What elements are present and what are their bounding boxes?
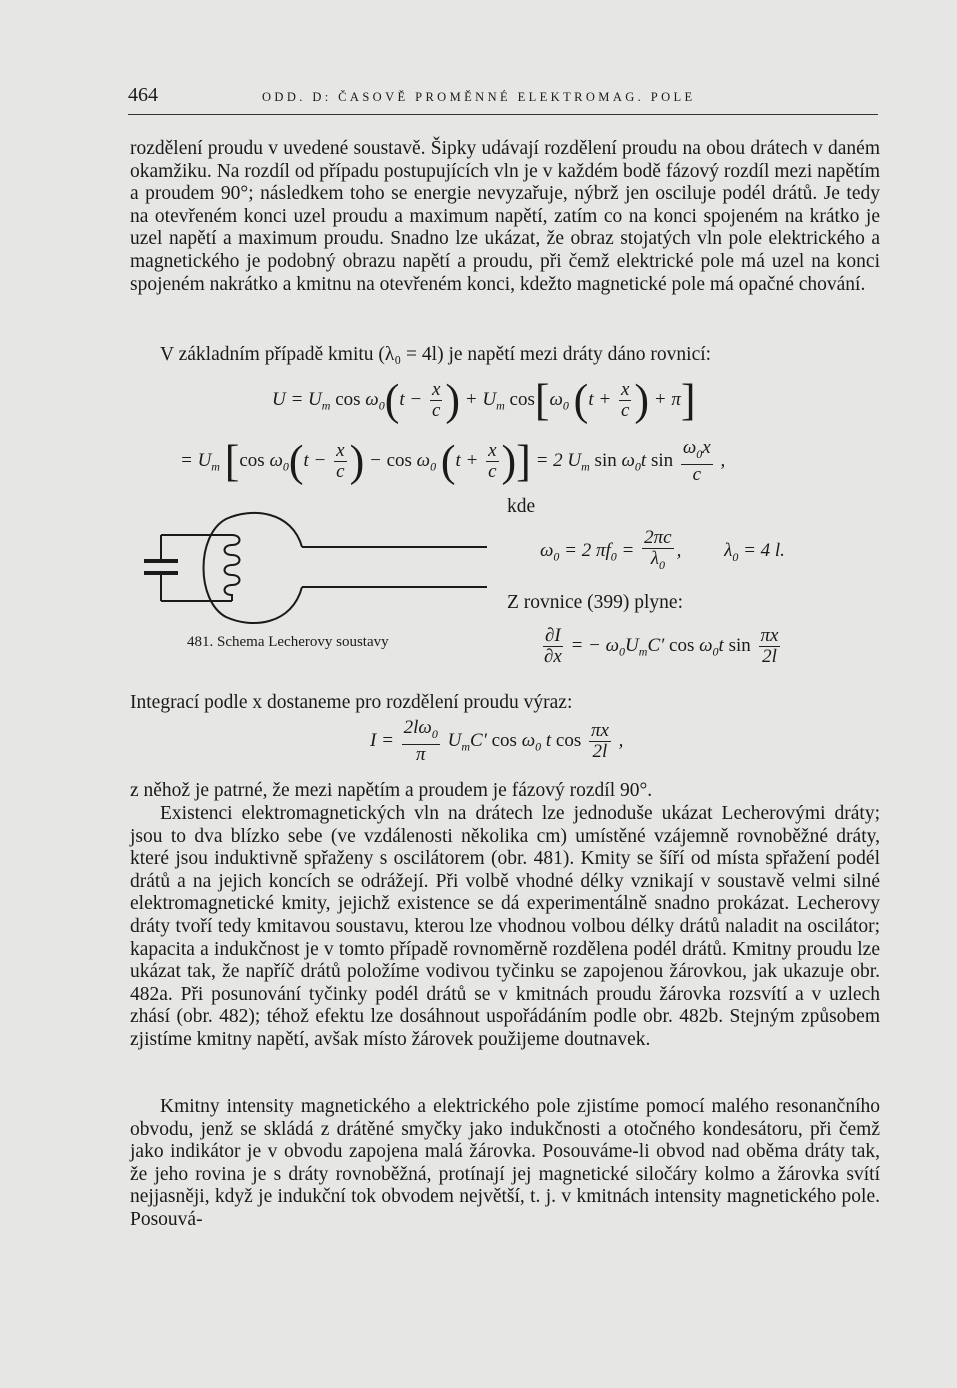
lecher-system-figure: [142, 505, 492, 635]
paragraph-6: Kmitny intensity magnetického a elektrického pole zjistíme pomocí malého resonančního obvodu, jenž se skládá z drátěné smyčky jako indukčnosti a otočného kondesátoru, při čemž jako indikátor je v obvodu zapojena malá žárovka. Posouváme-li obvod nad oběma dráty tak, že jeho rovina je s dráty rovnoběžná, protínají jej magnetické siločáry kolmo a žárovka svítí nejjasněji, když je indukční tok obvodem největší, t. j. v kmitnách intensity magnetického pole. Posouvá-: [130, 1096, 880, 1230]
page-number: 464: [128, 84, 158, 106]
equation-derivative: $\frac{\partial I}{\partial x}$ = − $\omega_0U_mC'$ $\cos \omega_0t$ sin $\frac{\pi x}{2l}$: [543, 625, 779, 667]
z-rovnice-label: Z rovnice (399) plyne:: [507, 592, 683, 613]
page-header: [128, 84, 878, 115]
equation-voltage-expanded: = $U_m$ [cos $\omega_0(t$ − $\frac{x}{c}$ ) − $\cos \omega_0$ (t + $\frac{x}{c}$ )] = 2 $U_m$ $\sin \omega_0t$ sin $\frac{\omega_0x}{c}$ ,: [180, 436, 726, 486]
figure-caption: 481. Schema Lecherovy soustavy: [187, 634, 389, 650]
equation-voltage: $U = U_m$ $\cos \omega_0(t$ − $\frac{x}{c}$ ) + $U_m$ $\cos[\omega_0$ (t + $\frac{x}{c}$ ) + π]: [272, 375, 696, 425]
paragraph-5: Existenci elektromagnetických vln na drátech lze jednoduše ukázat Lecherovými dráty; jsou to dva blízko sebe (ve vzdálenosti několika cm) umístěné vzájemně rovnoběžné dráty, které jsou induktivně spřaženy s oscilátorem (obr. 481). Kmity se šíří od místa spřažení podél drátů a na jejich koncích se odrážejí. Při volbě vhodné délky vznikají v soustavě velmi silné elektromagnetické kmity, jejichž existence se dá experimentálně snadno prokázat. Lecherovy dráty tvoří tedy kmitavou soustavu, kterou lze vhodnou volbou délky drátů naladit na oscilátor; kapacita a indukčnost je v tomto případě rovnoměrně rozdělena podél drátů. Kmitny proudu lze ukázat tak, že napříč drátů položíme vodivou tyčinku se zapojenou žárovkou, jak ukazuje obr. 482a. Při posunování tyčinky podél drátů se v kmitnách proudu žárovka rozsvítí a v uzlech zhásí (obr. 482); téhož efektu lze dosáhnout uspořádáním podle obr. 482b. Stejným způsobem zjistíme kmitny napětí, avšak místo žárovek použijeme doutnavek.: [130, 803, 880, 1050]
equation-current: I = $\frac{2l\omega_0}{\pi}$ $U_mC'$ $\cos \omega_0$ t cos $\frac{\pi x}{2l}$ ,: [370, 717, 624, 765]
paragraph-2: V základním případě kmitu (λ₀ = 4l) je napětí mezi dráty dáno rovnicí:: [160, 344, 712, 365]
equation-omega-lambda: $\omega_0 = 2$ $\pi f_0$ = $\frac{2\pi c}{\lambda_0}$ , $\lambda_0 = 4$ l.: [540, 527, 785, 572]
paragraph-1: rozdělení proudu v uvedené soustavě. Šipky udávají rozdělení proudu na obou drátech v daném okamžiku. Na rozdíl od případu postupujících vln je v každém bodě fázový rozdíl mezi napětím a proudem 90°; následkem toho se energie nevyzařuje, nýbrž jen osciluje podél drátů. Je tedy na otevřeném konci uzel proudu a maximum napětí, zatím co na konci spojeném na krátko je uzel napětí a maximum proudu. Snadno lze ukázat, že obraz stojatých vln pole elektrického a magnetického je podobný obrazu napětí a proudu, při čemž elektrické pole má uzel na konci spojeném nakrátko a kmitnu na otevřeném konci, kdežto magnetické pole má opačné chování.: [130, 138, 880, 295]
paragraph-3: Integrací podle x dostaneme pro rozdělení proudu výraz:: [130, 692, 573, 713]
paragraph-4: z něhož je patrné, že mezi napětím a proudem je fázový rozdíl 90°.: [130, 780, 653, 801]
kde-label: kde: [507, 496, 536, 517]
running-title: ODD. D: ČASOVĚ PROMĚNNÉ ELEKTROMAG. POLE: [262, 90, 696, 104]
